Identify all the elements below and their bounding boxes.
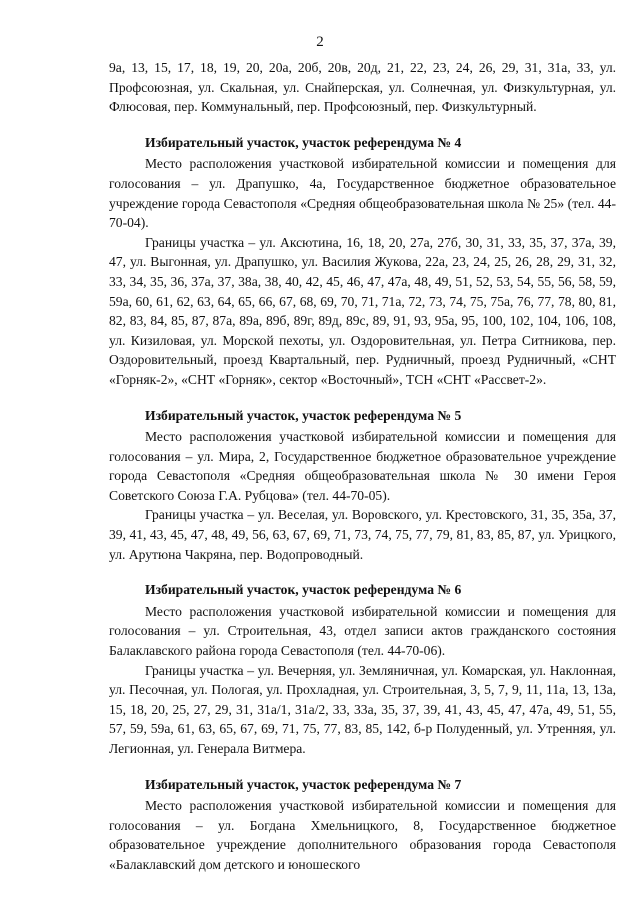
section-7-location: Место расположения участковой избирательной комиссии и помещения для голосования – ул. Богдана Хмельницкого, 8, Государственное бюджетное образовательное учреждение дополнительного образования города Севастополя «Балаклавский дом детского и юношеского <box>109 798 616 872</box>
section-4-location: Место расположения участковой избирательной комиссии и помещения для голосования – ул. Драпушко, 4а, Государственное бюджетное образовательное учреждение города Севастополя «Средняя общеобразовательная школа № 25» (тел. 44-70-04). <box>109 156 616 231</box>
section-5-location: Место расположения участковой избирательной комиссии и помещения для голосования – ул. Мира, 2, Государственное бюджетное образовательное учреждение города Севастополя «Средняя общеобразовательная школа № 30 имени Героя Советского Союза Г.А. Рубцова» (тел. 44-70-05). <box>109 429 616 503</box>
section-4-boundaries: Границы участка – ул. Аксютина, 16, 18, 20, 27а, 27б, 30, 31, 33, 35, 37, 37а, 39, 47, ул. Выгонная, ул. Драпушко, ул. Василия Жукова, 22а, 23, 24, 25, 26, 28, 29, 31, 32, 33, 34, 35, 36, 37а, 37, 38а, 38, 40, 42, 45, 46, 47, 47а, 48, 49, 51, 52, 53, 54, 55, 56, 58, 59, 59а, 60, 61, 62, 63, 64, 65, 66, 67, 68, 69, 70, 71, 71а, 72, 73, 74, 75, 75а, 76, 77, 78, 80, 81, 82, 83, 84, 85, 87, 87а, 89а, 89б, 89г, 89д, 89с, 89, 91, 93, 95а, 95, 100, 102, 104, 106, 108, ул. Кизиловая, ул. Морской пехоты, ул. Оздоровительная, ул. Петра Ситникова, пер. Оздоровительный, проезд Квартальный, пер. Рудничный, проезд Рудничный, «СНТ «Горняк-2», «СНТ «Горняк», сектор «Восточный», ТСН «СНТ «Рассвет-2». <box>109 234 616 387</box>
section-heading-6: Избирательный участок, участок референдума № 6 <box>145 582 462 598</box>
section-heading-4: Избирательный участок, участок референдума № 4 <box>145 134 462 150</box>
section-6-boundaries: Границы участка – ул. Вечерняя, ул. Земляничная, ул. Комарская, ул. Наклонная, ул. Песочная, ул. Пологая, ул. Прохладная, ул. Строительная, 3, 5, 7, 9, 11, 11а, 13, 13а, 15, 18, 20, 25, 27, 29, 31, 31а/1, 31а/2, 33, 33а, 35, 37, 39, 41, 43, 45, 47, 47а, 49, 51, 55, 57, 59, 59а, 61, 63, 65, 67, 69, 71, 75, 77, 83, 85, 142, б-р Полуденный, ул. Утренняя, ул. Легионная, ул. Генерала Витмера. <box>109 662 616 756</box>
section-heading-5: Избирательный участок, участок референдума № 5 <box>145 407 462 423</box>
continuation-paragraph: 9а, 13, 15, 17, 18, 19, 20, 20а, 20б, 20в, 20д, 21, 22, 23, 24, 26, 29, 31, 31а, 33, ул. Профсоюзная, ул. Скальная, ул. Снайперская, ул. Солнечная, ул. Физкультурная, ул. Флюсовая, пер. Коммунальный, пер. Профсоюзный, пер. Физкультурный. <box>109 60 616 115</box>
document-body <box>109 58 616 875</box>
section-heading-7: Избирательный участок, участок референдума № 7 <box>145 776 462 792</box>
section-6-location: Место расположения участковой избирательной комиссии и помещения для голосования – ул. Строительная, 43, отдел записи актов гражданского состояния Балаклавского района города Севастополя (тел. 44-70-06). <box>109 603 616 659</box>
section-5-boundaries: Границы участка – ул. Веселая, ул. Воровского, ул. Крестовского, 31, 35, 35а, 37, 39, 41, 43, 45, 47, 48, 49, 56, 63, 67, 69, 71, 73, 74, 75, 77, 79, 81, 83, 85, 87, ул. Урицкого, ул. Арутюна Чакряна, пер. Водопроводный. <box>109 507 616 562</box>
page-number: 2 <box>316 34 324 50</box>
